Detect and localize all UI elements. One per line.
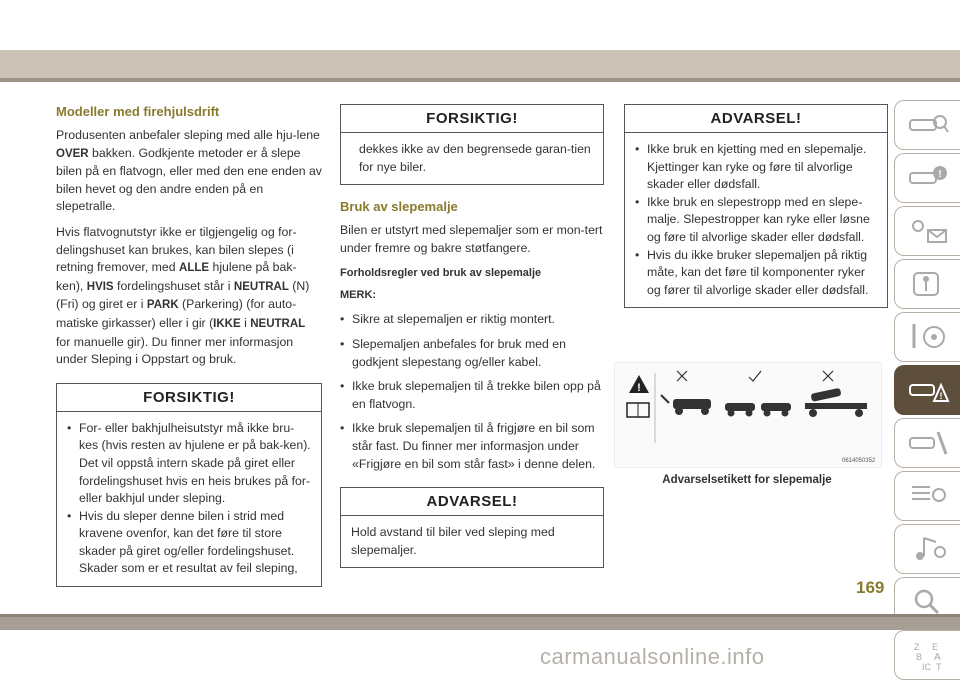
caution-item: • Hvis du sleper denne bilen i strid med kravene ovenfor, kan det føre til store skader på giret og/eller fordelingshuset. Skader som er et resultat av feil sleping, — [67, 508, 311, 578]
column-3 — [624, 104, 888, 308]
top-band — [0, 50, 960, 82]
page-number: 169 — [856, 578, 885, 597]
svg-text:B: B — [915, 652, 922, 662]
tow-truck-pull-icon — [661, 395, 711, 415]
tab-emergency[interactable] — [894, 365, 960, 415]
tab-index[interactable] — [894, 630, 960, 680]
car-warning-icon — [906, 373, 950, 407]
list-item: • Sikre at slepemaljen er riktig montert. — [340, 311, 604, 329]
tab-starting[interactable] — [894, 259, 960, 309]
caution-title: FORSIKTIG! — [57, 384, 321, 412]
warning-item: • Ikke bruk en slepestropp med en slepe-malje. Slepestropper kan ryke eller løsne og føre til alvorlige skader eller dødsfall. — [635, 194, 877, 247]
warning-title: ADVARSEL! — [341, 488, 603, 516]
list-item: • Ikke bruk slepemaljen til å frigjøre en bil som står fast. Du finner mer informasjon under «Frigjøre en bil som står fast» i denne delen. — [340, 420, 604, 473]
paragraph-intro: Bilen er utstyrt med slepemaljer som er mon-tert under fremre og bakre støtfangere. — [340, 223, 603, 255]
warning-label-illustration — [615, 363, 881, 467]
car-wrench-icon — [906, 426, 950, 460]
svg-text:!: ! — [937, 169, 942, 180]
tab-service[interactable] — [894, 418, 960, 468]
svg-text:T: T — [935, 662, 941, 672]
svg-text:E: E — [931, 642, 938, 652]
list-item: • Slepemaljen anbefales for bruk med en godkjent slepestang og/eller kabel. — [340, 336, 604, 371]
steering-wheel-icon — [906, 320, 950, 354]
car-alert-icon — [906, 161, 950, 195]
warning-item: • Ikke bruk en kjetting med en slepemalje. Kjettinger kan ryke og føre til alvorlige skader eller dødsfall. — [635, 141, 877, 194]
caution-box-1 — [56, 383, 322, 587]
check-icon — [749, 371, 761, 381]
caution-box-2 — [340, 104, 604, 185]
warning-text: Hold avstand til biler ved sleping med slepemaljer. — [351, 525, 555, 557]
warning-box-2 — [624, 104, 888, 308]
tab-safety[interactable] — [894, 153, 960, 203]
list-gear-icon — [906, 479, 950, 513]
svg-text:!: ! — [939, 391, 942, 401]
seat-person-icon — [906, 267, 950, 301]
figure-code: 0614050352 — [842, 458, 876, 464]
caution-item: • For- eller bakhjulheisutstyr må ikke bru-kes (hvis resten av hjulene er på bak-ken). Det vil oppstå intern skade på giret eller fordelingshuset hvis en heis brukes på for- eller bakhjul under sleping. — [67, 420, 311, 508]
watermark-text: carmanualsonline.info — [540, 644, 765, 669]
subheading-precautions: Forholdsregler ved bruk av slepemalje — [340, 267, 542, 280]
warning-box-1 — [340, 487, 604, 568]
light-envelope-icon — [906, 214, 950, 248]
bottom-band — [0, 614, 960, 630]
car-pair-icon — [725, 403, 791, 417]
column-2 — [340, 104, 604, 568]
section-heading-tow-hook: Bruk av slepemalje — [340, 199, 458, 215]
tab-driving[interactable] — [894, 312, 960, 362]
tab-car-info[interactable] — [894, 100, 960, 150]
music-note-icon — [906, 532, 950, 566]
svg-text:IC: IC — [921, 662, 931, 672]
svg-text:!: ! — [637, 382, 641, 394]
tab-multimedia[interactable] — [894, 524, 960, 574]
chapter-tabs — [894, 100, 960, 683]
svg-text:Z: Z — [913, 642, 919, 652]
caution-title: FORSIKTIG! — [341, 105, 603, 133]
column-1 — [56, 96, 322, 587]
paragraph-flatbed: Hvis flatvognutstyr ikke er tilgjengelig og for-delingshuset kan brukes, kan bilen slepes (i retning fremover, med ALLE hjulene på bak-ken), HVIS fordelingshuset står i NEUTRAL (N) (Fri) og giret er i PARK (Parkering) (for auto-matiske girkasser) eller i gir (IKKE i NEUTRAL for manuelle gir). Du finner mer informasjon under Sleping i Oppstart og bruk. — [56, 224, 310, 367]
warning-title: ADVARSEL! — [625, 105, 887, 133]
section-heading-4wd: Modeller med firehjulsdrift — [56, 104, 220, 119]
tow-hook-warning-label-figure — [614, 362, 882, 468]
figure-caption: Advarselsetikett for slepemalje — [662, 474, 832, 486]
cross-icon — [823, 371, 833, 381]
note-label: MERK: — [340, 289, 377, 302]
tab-lights-messages[interactable] — [894, 206, 960, 256]
svg-text:A: A — [933, 652, 941, 663]
list-item: • Ikke bruk slepemaljen til å trekke bilen opp på en flatvogn. — [340, 378, 604, 413]
flatbed-truck-icon — [805, 388, 867, 417]
tab-technical[interactable] — [894, 471, 960, 521]
cross-icon — [677, 371, 687, 381]
warning-item: • Hvis du ikke bruker slepemaljen på riktig måte, kan det føre til komponenter ryker og fører til alvorlige skader eller dødsfall. — [635, 247, 877, 300]
car-magnify-icon — [906, 108, 950, 142]
alphabet-index-icon — [906, 638, 950, 672]
paragraph-recommendation: Produsenten anbefaler sleping med alle hju-lene OVER bakken. Godkjente metoder er å slepe bilen på en flatvogn, eller med den ene enden av bilen hevet og den andre enden på en slepetralle. — [56, 128, 322, 214]
caution-continuation: dekkes ikke av den begrensede garan-tien for nye biler. — [359, 142, 591, 174]
